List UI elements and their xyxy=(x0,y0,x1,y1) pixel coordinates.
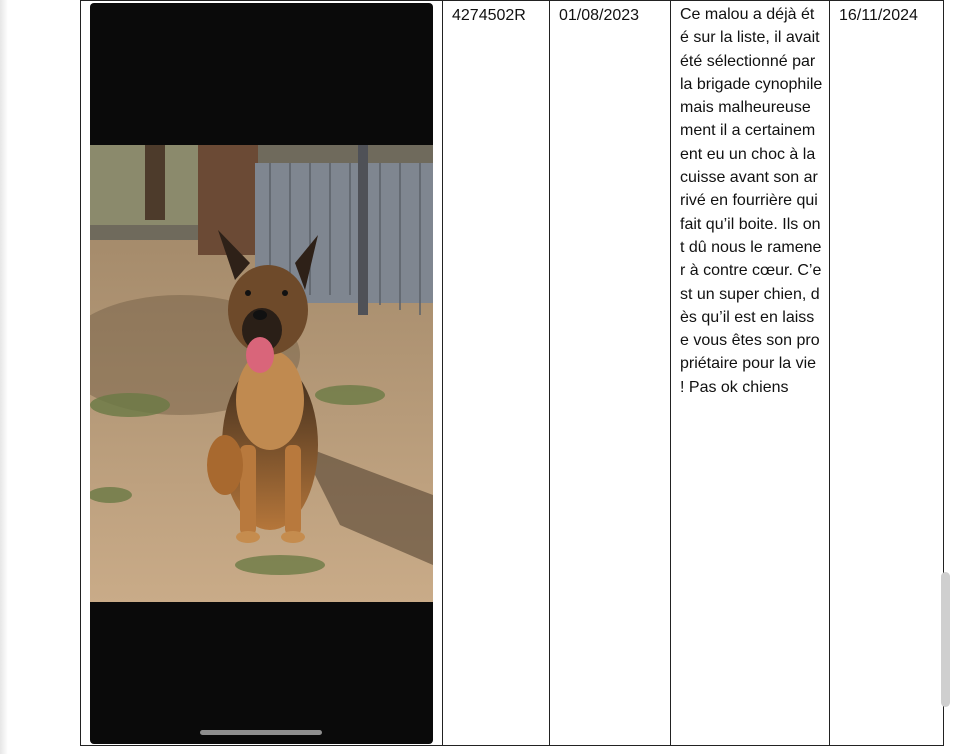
page-edge-shadow xyxy=(0,0,8,754)
date-in: 01/08/2023 xyxy=(559,7,640,24)
note-cell xyxy=(671,1,830,746)
dog-photo xyxy=(90,3,433,744)
date-out: 16/11/2024 xyxy=(839,7,918,24)
record-note: Ce malou a déjà été sur la liste, il avait été sélectionné par la brigade cynophile mais malheureusement il a certainement eu un choc à la cuisse avant son arrivé en fourrière qui fait qu’il boite. Ils ont dû nous le ramener à contre cœur. C’est un super chien, dès qu’il est en laisse vous êtes son propriétaire pour la vie ! Pas ok chiens xyxy=(680,6,823,396)
record-id: 4274502R xyxy=(452,7,526,24)
date-out-cell xyxy=(830,1,944,746)
record-table xyxy=(80,0,944,746)
id-cell xyxy=(443,1,550,746)
table-row xyxy=(81,1,944,746)
dog-photo-image xyxy=(90,145,433,602)
date-in-cell xyxy=(550,1,671,746)
home-indicator xyxy=(200,730,322,735)
photo-cell xyxy=(81,1,443,746)
vertical-scrollbar[interactable] xyxy=(941,572,950,707)
